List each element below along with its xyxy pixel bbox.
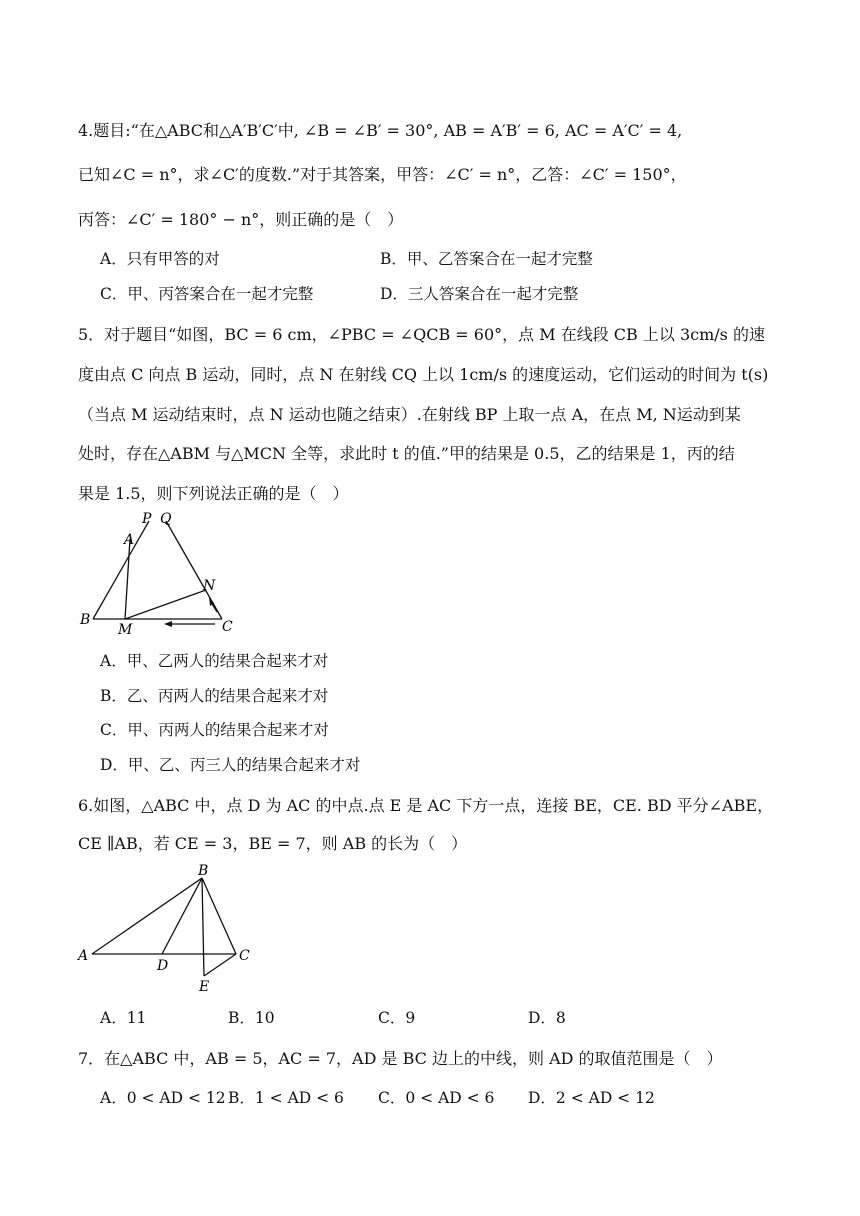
segment-be bbox=[202, 878, 204, 976]
segment-bc bbox=[202, 878, 236, 954]
question-4-line-1: 4.题目:“在△ABC和△A′B′C′中, ∠B = ∠B′ = 30°, AB = A′B′ = 6, AC = A′C′ = 4, bbox=[78, 121, 683, 140]
question-4-line-3: 丙答：∠C′ = 180° − n°，则正确的是（ ） bbox=[78, 210, 404, 229]
label-m: M bbox=[118, 622, 133, 636]
question-7-option-c: C．0 < AD < 6 bbox=[378, 1089, 495, 1107]
label-b: B bbox=[198, 863, 209, 879]
question-6-option-d: D．8 bbox=[528, 1009, 566, 1027]
question-6-option-b: B．10 bbox=[228, 1009, 275, 1027]
label-n: N bbox=[203, 578, 216, 594]
label-a: A bbox=[78, 948, 89, 964]
label-b: B bbox=[80, 612, 91, 628]
question-4-option-a: A．只有甲答的对 bbox=[100, 250, 220, 268]
ray-bp bbox=[93, 521, 149, 619]
question-6-option-c: C．9 bbox=[378, 1009, 416, 1027]
question-5-option-d: D．甲、乙、丙三人的结果合起来才对 bbox=[100, 756, 361, 774]
question-5-option-a: A．甲、乙两人的结果合起来才对 bbox=[100, 652, 329, 670]
segment-ce bbox=[204, 954, 236, 976]
question-5-line-4: 处时，存在△ABM 与△MCN 全等，求此时 t 的值.”甲的结果是 0.5，乙的结果是 1，丙的结 bbox=[78, 444, 735, 463]
label-e: E bbox=[199, 979, 210, 994]
question-5-line-2: 度由点 C 向点 B 运动，同时，点 N 在射线 CQ 上以 1cm/s 的速度运动，它们运动的时间为 t(s) bbox=[78, 365, 769, 384]
segment-bd bbox=[162, 878, 202, 954]
label-a: A bbox=[124, 532, 135, 548]
label-q: Q bbox=[160, 511, 172, 527]
segment-am bbox=[125, 539, 130, 619]
question-5-line-3: （当点 M 运动结束时，点 N 运动也随之结束）.在射线 BP 上取一点 A，在点 M, N运动到某 bbox=[78, 405, 741, 424]
question-5-option-c: C．甲、丙两人的结果合起来才对 bbox=[100, 721, 329, 739]
question-5-figure bbox=[72, 506, 252, 636]
question-5-line-5: 果是 1.5，则下列说法正确的是（ ） bbox=[78, 484, 349, 503]
question-7-option-d: D．2 < AD < 12 bbox=[528, 1089, 655, 1107]
label-c: C bbox=[222, 619, 233, 635]
question-4-option-d: D．三人答案合在一起才完整 bbox=[380, 285, 579, 303]
question-7-line-1: 7．在△ABC 中，AB = 5，AC = 7，AD 是 BC 边上的中线，则 AD 的取值范围是（ ） bbox=[78, 1049, 723, 1068]
segment-ab bbox=[92, 878, 202, 954]
question-7-option-b: B．1 < AD < 6 bbox=[228, 1089, 344, 1107]
question-6-line-1: 6.如图，△ABC 中，点 D 为 AC 的中点.点 E 是 AC 下方一点，连接 BE，CE. BD 平分∠ABE， bbox=[78, 796, 774, 815]
arrow-m-head bbox=[164, 621, 172, 627]
label-c: C bbox=[239, 948, 250, 964]
question-6-line-2: CE ∥AB，若 CE = 3，BE = 7，则 AB 的长为（ ） bbox=[78, 834, 468, 853]
question-6-option-a: A．11 bbox=[100, 1009, 147, 1027]
question-7-option-a: A．0 < AD < 12 bbox=[100, 1089, 226, 1107]
question-4-option-b: B．甲、乙答案合在一起才完整 bbox=[380, 250, 593, 268]
question-5-line-1: 5．对于题目“如图，BC = 6 cm，∠PBC = ∠QCB = 60°，点 M 在线段 CB 上以 3cm/s 的速 bbox=[78, 325, 765, 344]
label-p: P bbox=[142, 511, 152, 527]
question-4-option-c: C．甲、丙答案合在一起才完整 bbox=[100, 285, 314, 303]
question-4-line-2: 已知∠C = n°，求∠C′的度数.”对于其答案，甲答：∠C′ = n°，乙答：∠C′ = 150°， bbox=[78, 165, 687, 184]
question-5-option-b: B．乙、丙两人的结果合起来才对 bbox=[100, 687, 329, 705]
segment-mn bbox=[125, 590, 206, 619]
question-6-figure bbox=[72, 862, 262, 994]
ray-cq bbox=[166, 521, 222, 619]
label-d: D bbox=[157, 958, 169, 974]
